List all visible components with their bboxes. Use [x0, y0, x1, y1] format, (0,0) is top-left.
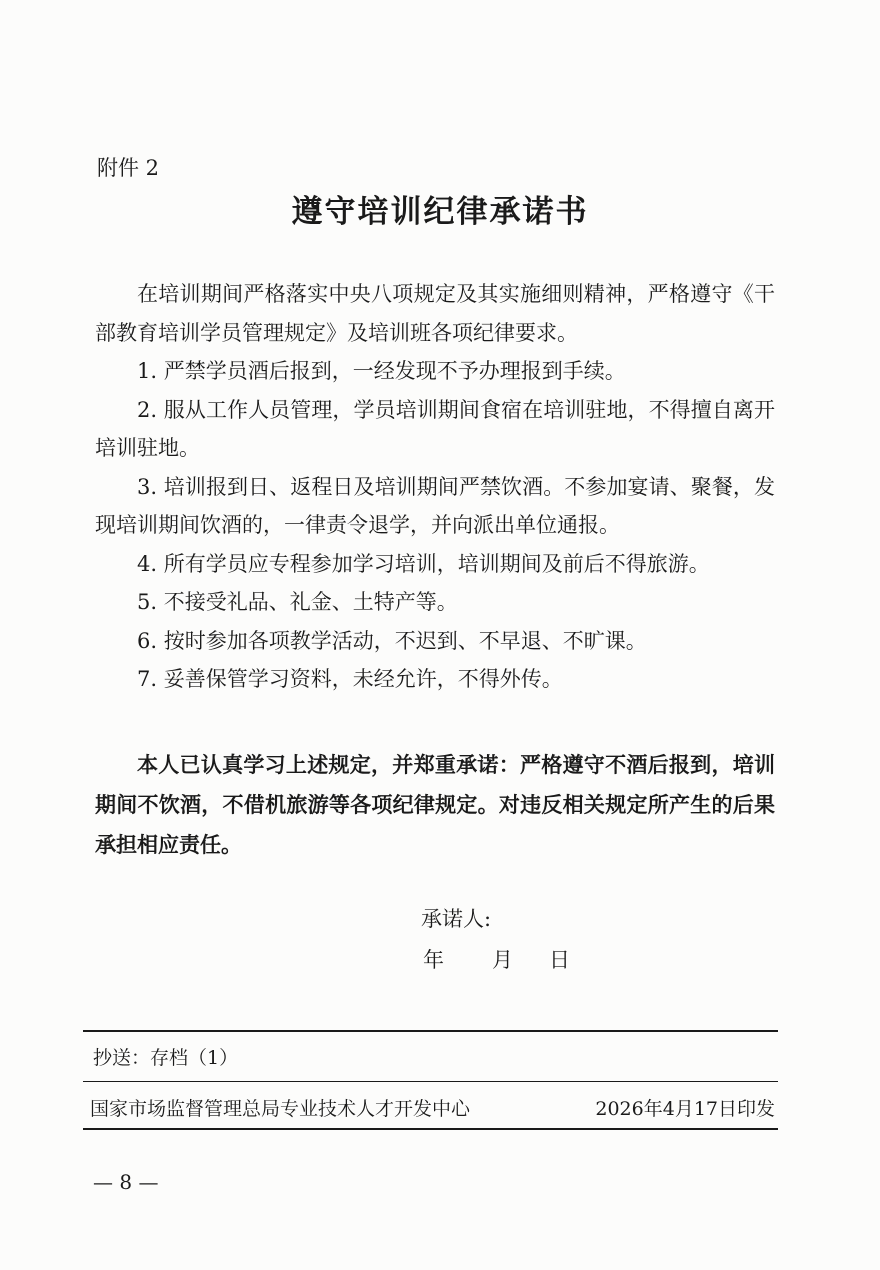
rule-item: 4. 所有学员应专程参加学习培训，培训期间及前后不得旅游。 — [137, 551, 710, 576]
cc-line: 抄送：存档（1） — [93, 1047, 239, 1069]
intro-paragraph: 在培训期间严格落实中央八项规定及其实施细则精神，严格遵守《干部教育培训学员管理规定》及培训班各项纪律要求。 — [95, 282, 775, 345]
month-label: 月 — [492, 948, 513, 972]
year-label: 年 — [423, 948, 444, 972]
rule-item: 3. 培训报到日、返程日及培训期间严禁饮酒。不参加宴请、聚餐，发现培训期间饮酒的，一律责令退学，并向派出单位通报。 — [95, 474, 775, 537]
document-title: 遵守培训纪律承诺书 — [291, 194, 589, 230]
rule-item: 1. 严禁学员酒后报到，一经发现不予办理报到手续。 — [137, 359, 626, 383]
rules-body — [95, 275, 775, 699]
footer-top-rule — [83, 1030, 778, 1032]
page-number: — 8 — — [93, 1170, 159, 1194]
rule-item: 6. 按时参加各项教学活动，不迟到、不早退、不旷课。 — [137, 628, 647, 653]
rule-item: 5. 不接受礼品、礼金、土特产等。 — [137, 590, 458, 614]
day-label: 日 — [549, 948, 570, 972]
issuing-organization: 国家市场监督管理总局专业技术人才开发中心 — [90, 1098, 471, 1120]
commitment-paragraph: 本人已认真学习上述规定，并郑重承诺：严格遵守不酒后报到，培训期间不饮酒，不借机旅游等各项纪律规定。对违反相关规定所产生的后果承担相应责任。 — [95, 752, 775, 857]
rule-item: 2. 服从工作人员管理，学员培训期间食宿在培训驻地，不得擅自离开培训驻地。 — [95, 397, 775, 460]
commitment-block — [95, 745, 775, 865]
promisor-label: 承诺人: — [421, 907, 492, 931]
rule-item: 7. 妥善保管学习资料，未经允许，不得外传。 — [137, 667, 563, 691]
issue-date: 2026年4月17日印发 — [595, 1098, 775, 1120]
attachment-label: 附件 2 — [97, 156, 160, 180]
signature-date — [423, 944, 570, 974]
footer-middle-rule — [83, 1081, 778, 1082]
footer-bottom-rule — [83, 1128, 778, 1130]
